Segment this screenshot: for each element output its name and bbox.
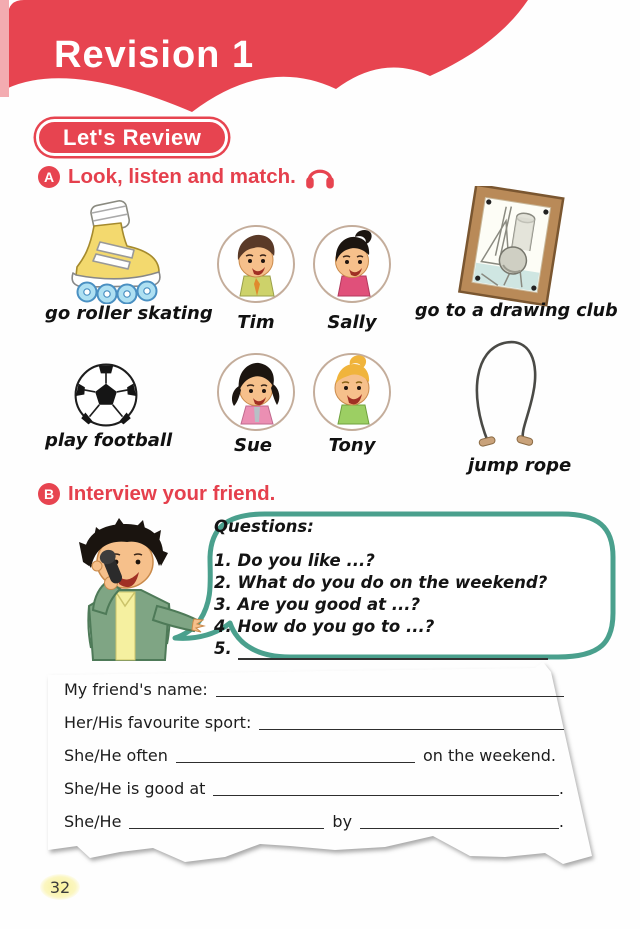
- question-5-number: 5.: [214, 639, 232, 658]
- blank-line-good-at[interactable]: [213, 780, 558, 796]
- form-row-good-at: [64, 779, 564, 798]
- blank-line-by-1[interactable]: [129, 813, 324, 829]
- activity-label-drawing-club: go to a drawing club: [415, 301, 618, 321]
- section-b-heading: [38, 482, 275, 506]
- section-a-title: Look, listen and match.: [68, 165, 296, 188]
- question-4: 4. How do you go to ...?: [214, 617, 435, 636]
- form-label-by: She/He: [64, 812, 122, 831]
- kid-name-sue: Sue: [234, 435, 272, 456]
- page-edge-strip: [0, 0, 9, 97]
- form-row-by: [64, 812, 564, 831]
- blank-line-name[interactable]: [216, 681, 564, 697]
- section-a-marker: A: [38, 166, 60, 188]
- lets-review-badge: [36, 119, 228, 156]
- form-row-often: [64, 746, 564, 765]
- question-5-row: [214, 638, 610, 660]
- jump-rope-image[interactable]: [462, 330, 550, 456]
- roller-skate-image[interactable]: [62, 198, 174, 304]
- blank-line-by-2[interactable]: [360, 813, 559, 829]
- question-5-blank[interactable]: [238, 643, 548, 660]
- portrait-sue[interactable]: [216, 352, 296, 432]
- page-title: Revision 1: [54, 34, 255, 76]
- lets-review-label: Let's Review: [63, 124, 202, 150]
- form-mid-by: by: [332, 812, 353, 831]
- portrait-tim[interactable]: [216, 224, 296, 304]
- form-tail-by: .: [558, 812, 564, 831]
- kid-name-tony: Tony: [328, 435, 376, 456]
- form-row-name: [64, 680, 564, 699]
- form-tail-often: on the weekend.: [422, 746, 556, 765]
- activity-label-play-football: play football: [45, 430, 173, 451]
- kid-name-sally: Sally: [327, 312, 377, 333]
- picture-frame-image[interactable]: [452, 186, 570, 308]
- activity-label-roller-skating: go roller skating: [45, 303, 213, 324]
- portrait-tony[interactable]: [312, 352, 392, 432]
- question-3: 3. Are you good at ...?: [214, 595, 421, 614]
- headphones-icon[interactable]: [304, 164, 336, 190]
- page-number-badge: [40, 874, 80, 900]
- section-b-title: Interview your friend.: [68, 482, 276, 505]
- page-number: 32: [49, 877, 71, 897]
- form-label-good-at: She/He is good at: [64, 779, 206, 798]
- kid-name-tim: Tim: [237, 312, 275, 333]
- form-row-sport: [64, 713, 564, 732]
- blank-line-sport[interactable]: [259, 714, 564, 730]
- form-label-sport: Her/His favourite sport:: [64, 713, 252, 732]
- questions-heading: Questions:: [214, 517, 314, 536]
- interviewer-boy-illustration: [45, 508, 207, 666]
- form-label-often: She/He often: [64, 746, 168, 765]
- question-1: 1. Do you like ...?: [214, 551, 375, 570]
- section-b-marker: B: [38, 483, 60, 505]
- portrait-sally[interactable]: [312, 224, 392, 304]
- football-image[interactable]: [73, 362, 139, 428]
- questions-panel: [214, 517, 610, 660]
- form-label-name: My friend's name:: [64, 680, 208, 699]
- blank-line-often[interactable]: [176, 747, 415, 763]
- question-2: 2. What do you do on the weekend?: [214, 573, 548, 592]
- section-a-heading: [38, 164, 336, 190]
- activity-label-jump-rope: jump rope: [468, 455, 572, 476]
- form-tail-good-at: .: [558, 779, 564, 798]
